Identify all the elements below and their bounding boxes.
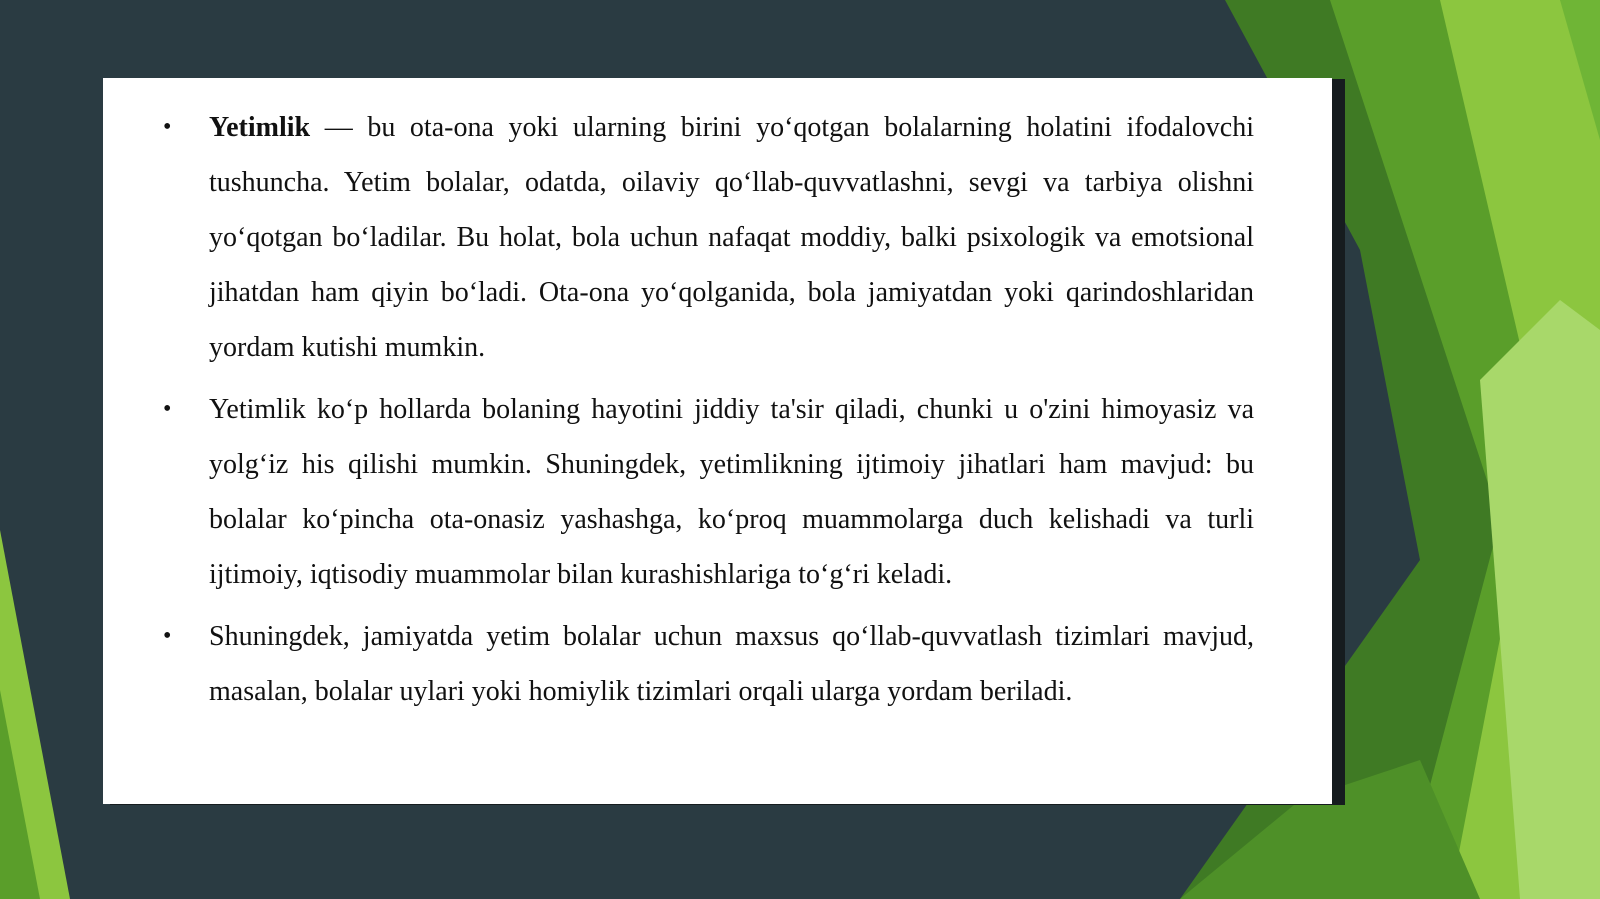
- bullet-text: Shuningdek, jamiyatda yetim bolalar uchun maxsus qo‘llab-quvvatlash tizimlari mavjud, masalan, bolalar uylari yoki homiylik tizimlari orqali ularga yordam beriladi.: [209, 621, 1254, 707]
- bullet-dot-icon: •: [163, 396, 172, 422]
- content-card: [103, 78, 1332, 804]
- bullet-dot-icon: •: [163, 623, 172, 649]
- bullet-term: Yetimlik: [209, 112, 311, 143]
- bullet-item-support-systems: [163, 609, 1254, 719]
- bullet-item-yetimlik-impact: [163, 382, 1254, 602]
- bullet-item-yetimlik-definition: [163, 100, 1254, 375]
- bullet-list: [163, 100, 1254, 719]
- bullet-dot-icon: •: [163, 114, 172, 140]
- bullet-text: Yetimlik ko‘p hollarda bolaning hayotini jiddiy ta'sir qiladi, chunki u o'zini himoyasiz va yolg‘iz his qilishi mumkin. Shuningdek, yetimlikning ijtimoiy jihatlari ham mavjud: bu bolalar ko‘pincha ota-onasiz yashashga, ko‘proq muammolarga duch kelishadi va turli ijtimoiy, iqtisodiy muammolar bilan kurashishlariga to‘g‘ri keladi.: [209, 394, 1254, 590]
- bullet-text: — bu ota-ona yoki ularning birini yo‘qotgan bolalarning holatini ifodalovchi tushuncha. Yetim bolalar, odatda, oilaviy qo‘llab-quvvatlashni, sevgi va tarbiya olishni yo‘qotgan bo‘ladilar. Bu holat, bola uchun nafaqat moddiy, balki psixologik va emotsional jihatdan ham qiyin bo‘ladi. Ota-ona yo‘qolganida, bola jamiyatdan yoki qarindoshlaridan yordam kutishi mumkin.: [209, 112, 1254, 363]
